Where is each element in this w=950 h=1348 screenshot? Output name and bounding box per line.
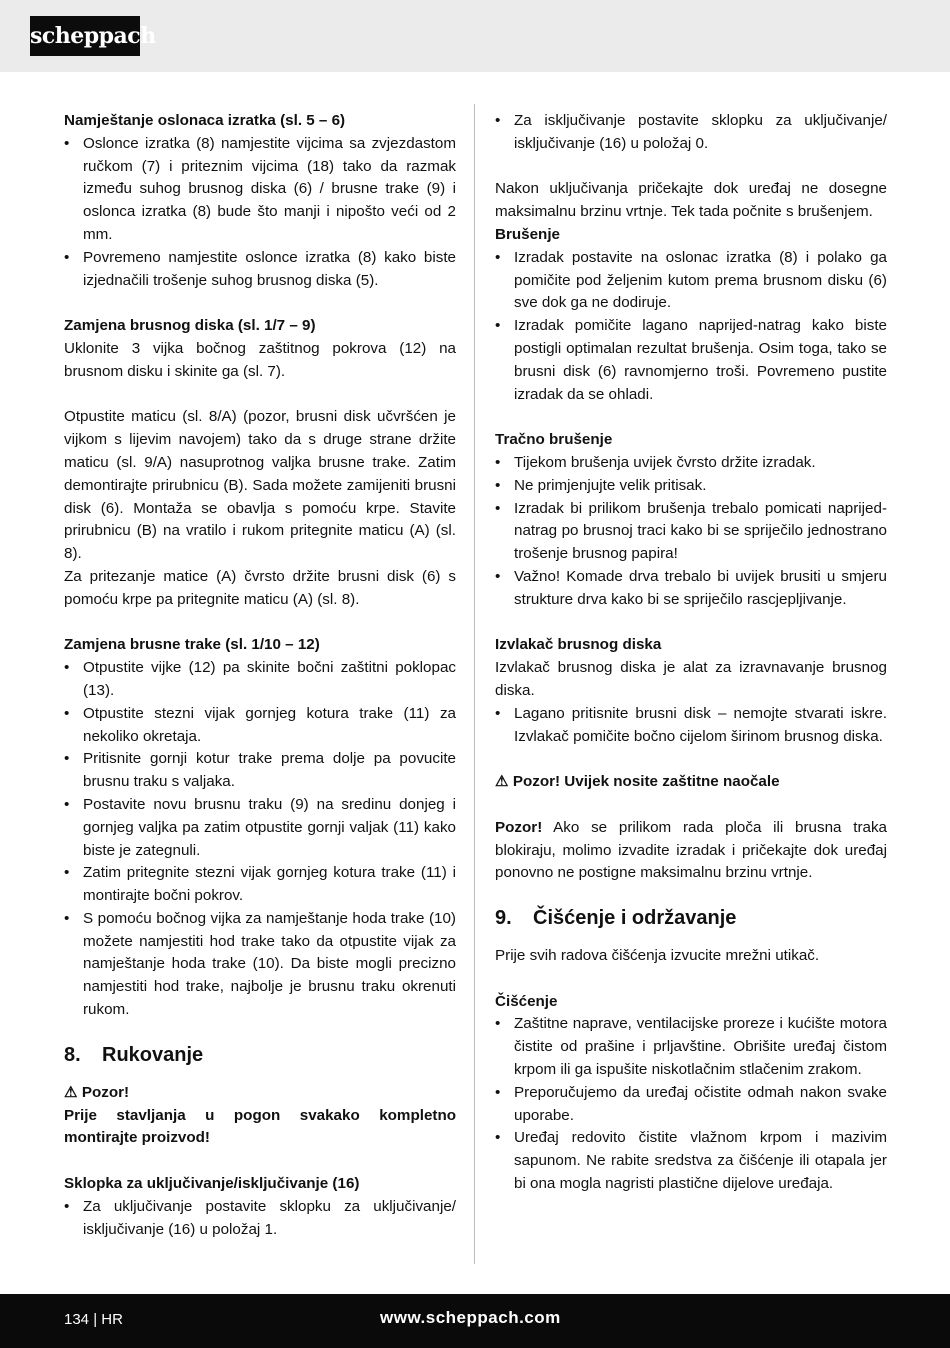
list-item: • Postavite novu brusnu traku (9) na sredinu donjeg i gornjeg valjka pa zatim otpustite gornji valjak (11) kako biste je zategnuli.	[64, 794, 456, 862]
section-heading: Izvlakač brusnog diska	[495, 636, 662, 654]
left-column	[64, 110, 456, 1241]
section-heading: Zamjena brusnog diska (sl. 1/7 – 9)	[64, 317, 316, 335]
section-heading: Tračno brušenje	[495, 431, 613, 449]
bullet-list	[495, 703, 887, 749]
paragraph: Otpustite maticu (sl. 8/A) (pozor, brusni disk učvršćen je vijkom s lijevim navojem) tako da s druge strane držite maticu (sl. 9/A) nasuprotnog valjka brusne trake. Zatim demontirajte prirubnicu (B). Sada možete zamijeniti brusni disk (6). Montaža se obavlja s pomoću krpe. Stavite prirubnicu (B) na vratilo i rukom pritegnite maticu (A) (sl. 8).	[64, 408, 456, 563]
page-number: 134 | HR	[64, 1311, 123, 1328]
bullet-list	[495, 247, 887, 407]
bullet-list	[64, 133, 456, 293]
list-item: • Povremeno namjestite oslonce izratka (8) kako biste izjednačili trošenje suhog brusnog diska (5).	[64, 247, 456, 293]
section-heading: Namještanje oslonaca izratka (sl. 5 – 6)	[64, 112, 346, 129]
header-bar	[0, 0, 950, 72]
list-item: • Uređaj redovito čistite vlažnom krpom i mazivim sapunom. Ne rabite sredstva za čišćenje ili otapala jer bi ona mogla nagristi plastične dijelove uređaja.	[495, 1127, 887, 1195]
list-item: • Za isključivanje postavite sklopku za uključivanje/ isključivanje (16) u položaj 0.	[495, 110, 887, 156]
right-column	[495, 110, 887, 1196]
list-item: • Lagano pritisnite brusni disk – nemojte stvarati iskre. Izvlakač pomičite bočno cijelom širinom brusnog diska.	[495, 703, 887, 749]
list-item: • Oslonce izratka (8) namjestite vijcima sa zvjezdastom ručkom (7) i priteznim vijcima (18) tako da razmak između suhog brusnog diska (6) / brusne trake (9) i oslonca izratka (8) bude što manji i nipošto veći od 2 mm.	[64, 133, 456, 247]
chapter-heading	[495, 905, 887, 931]
section-heading: Sklopka za uključivanje/isključivanje (16)	[64, 1175, 360, 1193]
list-item: • Zaštitne naprave, ventilacijske proreze i kućište motora čistite od prašine i prljavštine. Obrišite uređaj čistom krpom ili ga ispušite niskotlačnim stlačenim zrakom.	[495, 1013, 887, 1081]
section-heading: Čišćenje	[495, 992, 558, 1010]
list-item: • S pomoću bočnog vijka za namještanje hoda trake (10) možete namjestiti hod trake tako da otpustite vijak za namještanje hoda trake (10). Da biste mogli precizno namjestiti hod trake, najbolje je brusnu traku okrenuti rukom.	[64, 908, 456, 1022]
paragraph: Prije svih radova čišćenja izvucite mrežni utikač.	[495, 947, 820, 965]
list-item: • Važno! Komade drva trebalo bi uvijek brusiti u smjeru strukture drva kako bi se spriječilo rascjepljivanje.	[495, 566, 887, 612]
list-item: • Ne primjenjujte velik pritisak.	[495, 475, 887, 498]
warning-body: Ako se prilikom rada ploča ili brusna traka blokiraju, molimo izvadite izradak i pričekajte dok uređaj ponovno ne postigne maksimalnu brzinu vrtnje.	[495, 818, 887, 882]
list-item: • Za uključivanje postavite sklopku za uključivanje/ isključivanje (16) u položaj 1.	[64, 1196, 456, 1242]
section-heading: Zamjena brusne trake (sl. 1/10 – 12)	[64, 636, 320, 654]
chapter-number: 8.	[64, 1043, 81, 1066]
list-item: • Preporučujemo da uređaj očistite odmah nakon svake uporabe.	[495, 1082, 887, 1128]
bullet-list	[64, 657, 456, 1022]
column-divider	[474, 104, 475, 1264]
warning-heading: ⚠ Pozor!	[64, 1083, 130, 1101]
footer-bar	[0, 1294, 950, 1348]
chapter-heading	[64, 1042, 456, 1068]
chapter-number: 9.	[495, 907, 512, 930]
paragraph: Za pritezanje matice (A) čvrsto držite brusni disk (6) s pomoću krpe pa pritegnite maticu (A) (sl. 8).	[64, 567, 456, 608]
list-item: • Tijekom brušenja uvijek čvrsto držite izradak.	[495, 452, 887, 475]
paragraph	[495, 817, 887, 885]
list-item: • Izradak bi prilikom brušenja trebalo pomicati naprijed-natrag po brusnoj traci kako bi se spriječilo jednostrano trošenje brusnog papira!	[495, 498, 887, 566]
list-item: • Izradak postavite na oslonac izratka (8) i polako ga pomičite pod željenim kutom prema brusnom disku (6) sve dok ga ne dodiruje.	[495, 247, 887, 315]
bullet-list	[495, 452, 887, 612]
bullet-list	[495, 110, 887, 156]
list-item: • Otpustite vijke (12) pa skinite bočni zaštitni poklopac (13).	[64, 657, 456, 703]
list-item: • Izradak pomičite lagano naprijed-natrag kako biste postigli optimalan rezultat brušenja. Osim toga, tako se brusni disk (6) ravnomjerno troši. Povremeno pustite izradak da se ohladi.	[495, 315, 887, 406]
list-item: • Otpustite stezni vijak gornjeg kotura trake (11) za nekoliko okretaja.	[64, 703, 456, 749]
warning-text: Prije stavljanja u pogon svakako kompletno montirajte proizvod!	[64, 1106, 456, 1147]
paragraph: Nakon uključivanja pričekajte dok uređaj ne dosegne maksimalnu brzinu vrtnje. Tek tada počnite s brušenjem.	[495, 180, 887, 221]
website-link[interactable]: www.scheppach.com	[380, 1308, 561, 1327]
section-heading: Brušenje	[495, 225, 560, 243]
bullet-list	[64, 1196, 456, 1242]
warning-label: Pozor!	[495, 818, 543, 836]
list-item: • Pritisnite gornji kotur trake prema dolje pa povucite brusnu traku s valjaka.	[64, 748, 456, 794]
brand-logo: scheppach	[30, 16, 140, 56]
chapter-title: Rukovanje	[102, 1043, 204, 1066]
list-item: • Zatim pritegnite stezni vijak gornjeg kotura trake (11) i montirajte bočni pokrov.	[64, 862, 456, 908]
paragraph: Uklonite 3 vijka bočnog zaštitnog pokrova (12) na brusnom disku i skinite ga (sl. 7).	[64, 339, 456, 380]
chapter-title: Čišćenje i održavanje	[533, 907, 737, 930]
warning-heading: ⚠ Pozor! Uvijek nosite zaštitne naočale	[495, 773, 780, 791]
bullet-list	[495, 1013, 887, 1195]
paragraph: Izvlakač brusnog diska je alat za izravnavanje brusnog diska.	[495, 659, 887, 699]
